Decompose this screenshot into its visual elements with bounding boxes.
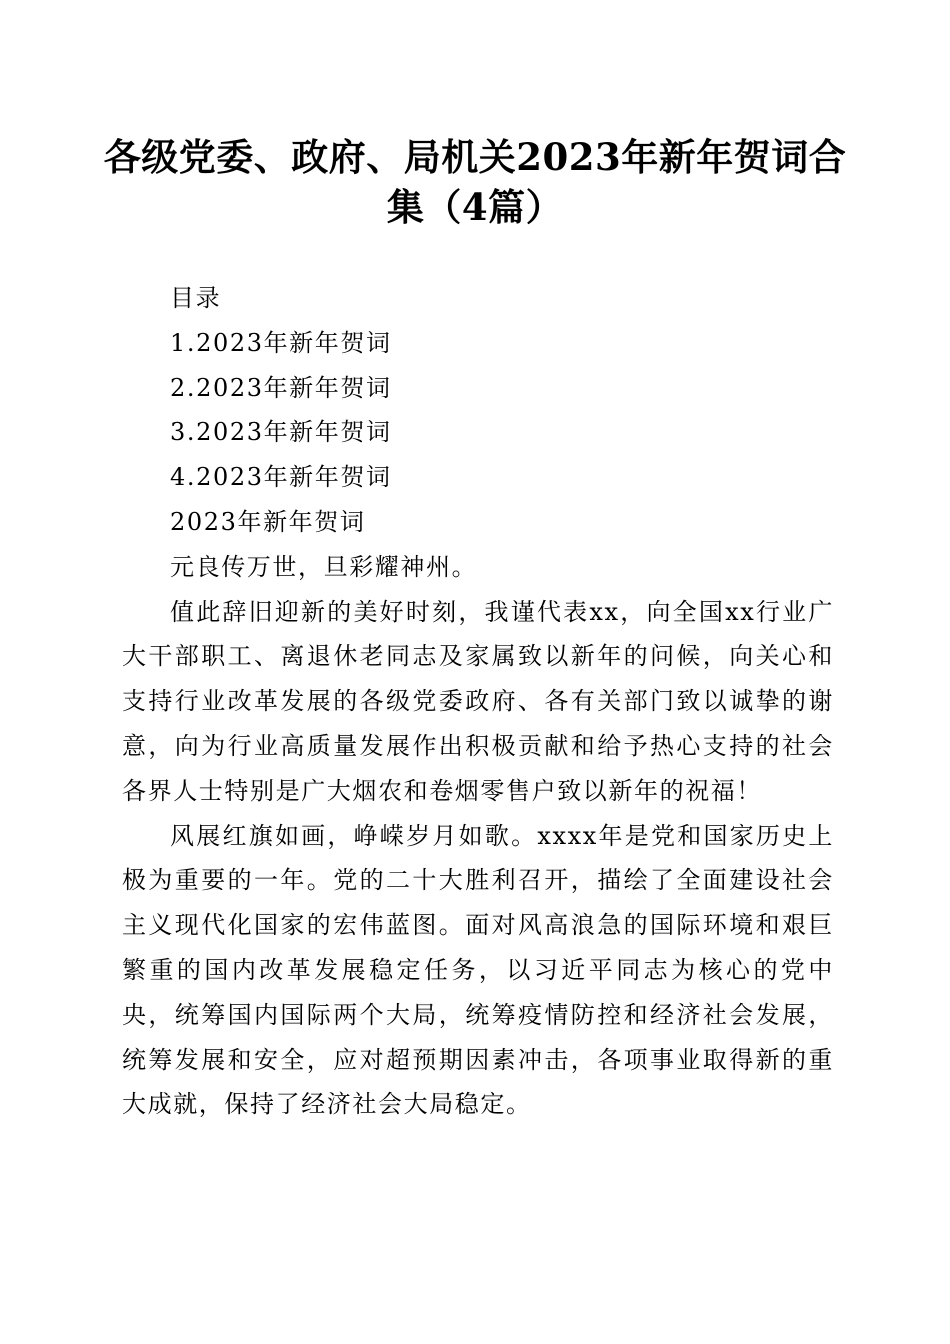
section-title: 2023年新年贺词 [170,507,366,536]
toc-item-1: 1.2023年新年贺词 [170,328,392,357]
document-title [100,132,850,232]
title-line-1: 各级党委、政府、局机关2023年新年贺词合 [103,135,847,179]
toc-item-3: 3.2023年新年贺词 [170,418,392,447]
title-line-2: 集（4篇） [386,185,564,229]
opening-line: 元良传万世，旦彩耀神州。 [170,552,478,581]
body-paragraph-2: 风展红旗如画，峥嵘岁月如歌。xxxx年是党和国家历史上极为重要的一年。党的二十大胜利召开，描绘了全面建设社会主义现代化国家的宏伟蓝图。面对风高浪急的国际环境和艰巨繁重的国内改革发展稳定任务，以习近平同志为核心的党中央，统筹国内国际两个大局，统筹疫情防控和经济社会发展，统筹发展和安全，应对超预期因素冲击，各项事业取得新的重大成就，保持了经济社会大局稳定。 [122,821,834,1119]
toc-heading: 目录 [170,284,222,312]
document-body [122,276,834,1127]
toc-item-4: 4.2023年新年贺词 [170,463,392,492]
toc-item-2: 2.2023年新年贺词 [170,373,392,402]
body-paragraph-1: 值此辞旧迎新的美好时刻，我谨代表xx，向全国xx行业广大干部职工、离退休老同志及家属致以新年的问候，向关心和支持行业改革发展的各级党委政府、各有关部门致以诚挚的谢意，向为行业高质量发展作出积极贡献和给予热心支持的社会各界人士特别是广大烟农和卷烟零售户致以新年的祝福！ [122,597,834,805]
